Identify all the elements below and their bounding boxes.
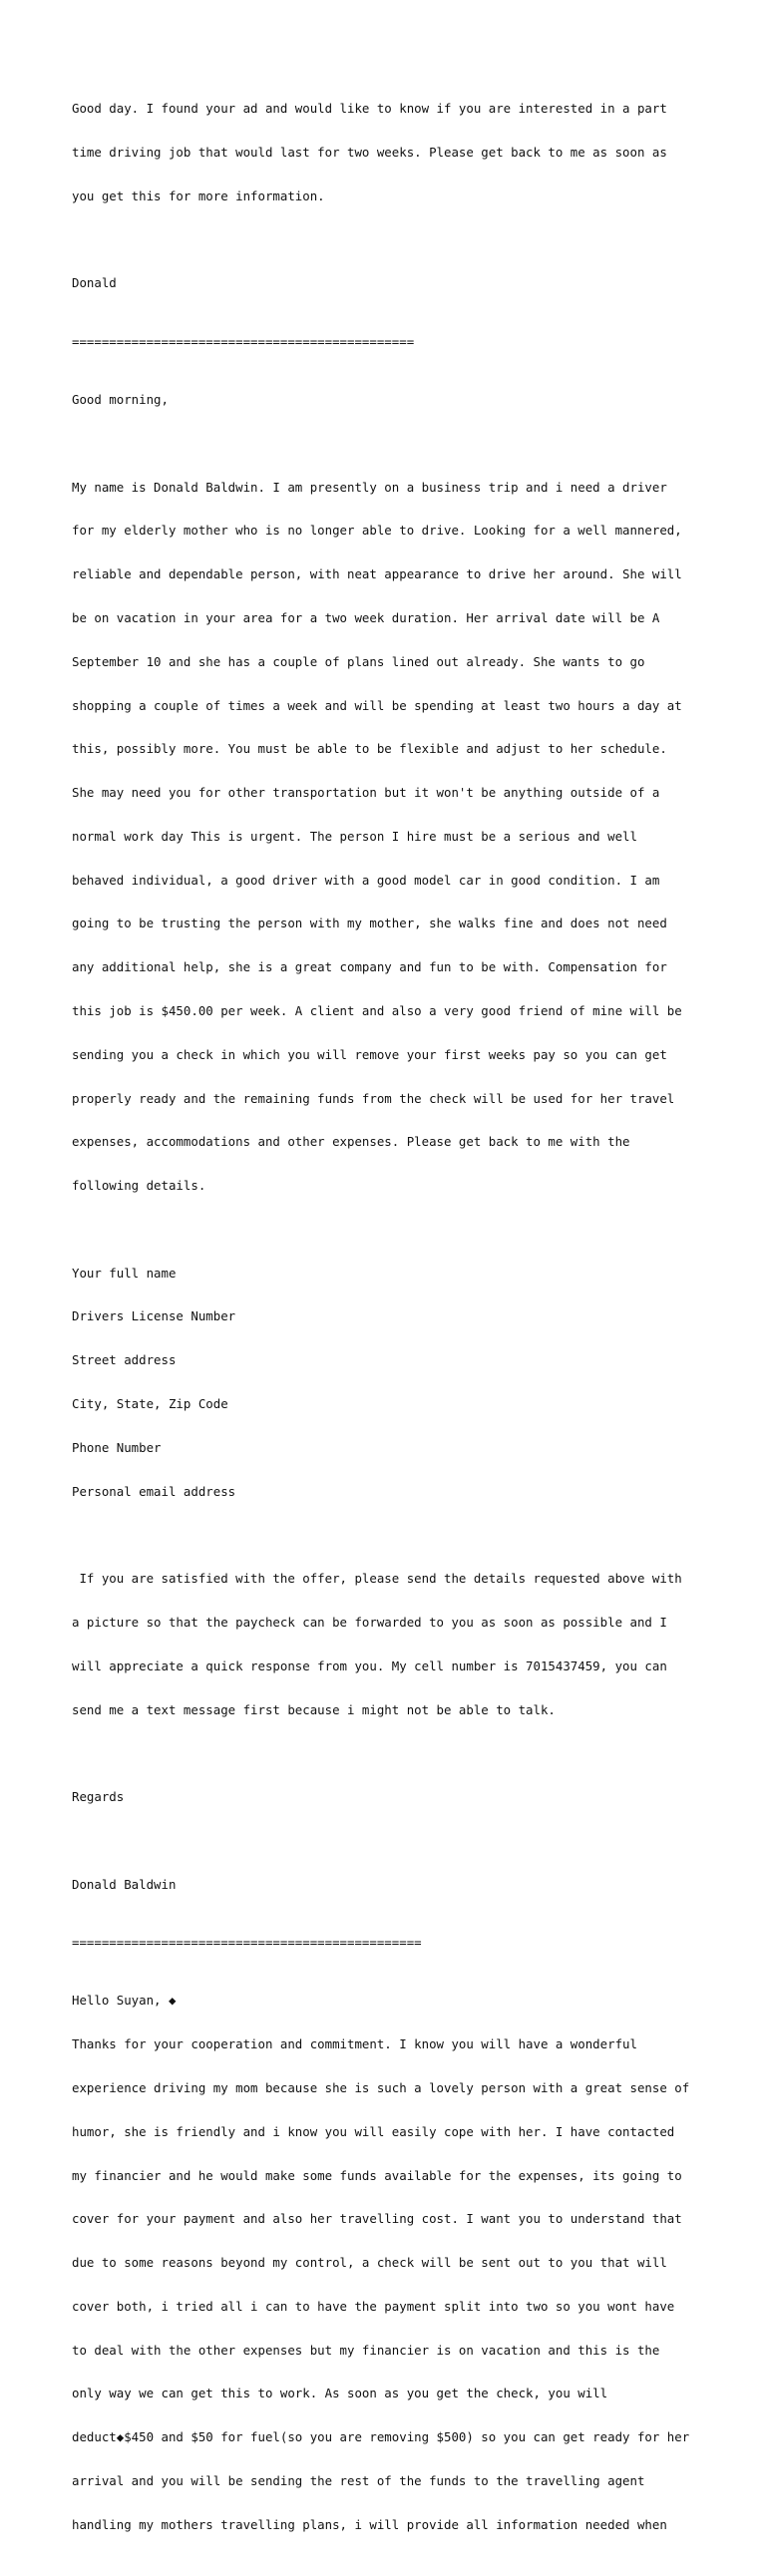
- message-2-body: [72, 451, 730, 1222]
- text-line: a picture so that the paycheck can be forwarded to you as soon as possible and I: [72, 1614, 667, 1630]
- text-line: normal work day This is urgent. The person I hire must be a serious and well: [72, 828, 637, 844]
- text-line: sending you a check in which you will remove your first weeks pay so you can get: [72, 1046, 667, 1062]
- signature-text: Donald: [72, 275, 117, 291]
- text-line: any additional help, she is a great company and fun to be with. Compensation for: [72, 959, 667, 975]
- email-document: [72, 73, 730, 2576]
- list-item: Phone Number: [72, 1439, 162, 1455]
- separator-line: ===============================================: [72, 1935, 422, 1950]
- greeting-text: Good morning,: [72, 392, 169, 408]
- message-2-regards: [72, 1761, 730, 1834]
- text-line: will appreciate a quick response from you. My cell number is 7015437459, you can: [72, 1657, 667, 1673]
- message-2-greeting: [72, 364, 730, 437]
- text-line: shopping a couple of times a week and will be spending at least two hours a day at: [72, 697, 682, 713]
- text-line: due to some reasons beyond my control, a check will be sent out to you that will: [72, 2255, 667, 2271]
- list-item: Your full name: [72, 1265, 177, 1281]
- text-line: send me a text message first because i might not be able to talk.: [72, 1701, 556, 1717]
- text-line: My name is Donald Baldwin. I am presently on a business trip and i need a driver: [72, 479, 667, 495]
- list-item: City, State, Zip Code: [72, 1396, 228, 1412]
- text-line: reliable and dependable person, with neat appearance to drive her around. She will: [72, 566, 682, 582]
- text-line: this job is $450.00 per week. A client and also a very good friend of mine will be: [72, 1003, 682, 1018]
- text-line: be on vacation in your area for a two week duration. Her arrival date will be A: [72, 609, 660, 625]
- message-3-body: [72, 1965, 730, 2561]
- text-line: behaved individual, a good driver with a good model car in good condition. I am: [72, 872, 660, 888]
- message-2-closing: [72, 1543, 730, 1746]
- text-line: If you are satisfied with the offer, please send the details requested above with: [72, 1571, 682, 1587]
- list-item: Street address: [72, 1352, 177, 1368]
- message-2-signature: [72, 1848, 730, 1921]
- text-line: cover both, i tried all i can to have the payment split into two so you wont have: [72, 2298, 675, 2314]
- details-list: [72, 1238, 730, 1529]
- text-line: deduct◆$450 and $50 for fuel(so you are removing $500) so you can get ready for her: [72, 2429, 690, 2445]
- message-1-body: [72, 73, 730, 233]
- message-1-signature: [72, 247, 730, 320]
- text-line: going to be trusting the person with my mother, she walks fine and does not need: [72, 916, 667, 931]
- text-line: following details.: [72, 1178, 206, 1194]
- text-line: She may need you for other transportation but it won't be anything outside of a: [72, 785, 660, 801]
- text-line: properly ready and the remaining funds from the check will be used for her travel: [72, 1090, 675, 1106]
- text-line: you get this for more information.: [72, 187, 325, 203]
- text-line: humor, she is friendly and i know you will easily cope with her. I have contacted: [72, 2123, 675, 2139]
- text-line: cover for your payment and also her travelling cost. I want you to understand that: [72, 2211, 682, 2227]
- text-line: only way we can get this to work. As soon as you get the check, you will: [72, 2386, 608, 2401]
- greeting-text: Hello Suyan, ◆: [72, 1993, 177, 2009]
- list-item: Personal email address: [72, 1483, 236, 1499]
- text-line: Good day. I found your ad and would like to know if you are interested in a part: [72, 101, 667, 117]
- text-line: Thanks for your cooperation and commitment. I know you will have a wonderful: [72, 2036, 637, 2052]
- separator-line: ==============================================: [72, 333, 415, 349]
- regards-text: Regards: [72, 1789, 125, 1805]
- text-line: time driving job that would last for two weeks. Please get back to me as soon as: [72, 144, 667, 160]
- text-line: my financier and he would make some funds available for the expenses, its going to: [72, 2167, 682, 2183]
- signature-text: Donald Baldwin: [72, 1876, 177, 1892]
- text-line: this, possibly more. You must be able to be flexible and adjust to her schedule.: [72, 741, 667, 757]
- text-line: expenses, accommodations and other expenses. Please get back to me with the: [72, 1134, 630, 1150]
- text-line: September 10 and she has a couple of plans lined out already. She wants to go: [72, 653, 645, 669]
- text-line: arrival and you will be sending the rest of the funds to the travelling agent: [72, 2472, 645, 2488]
- text-line: experience driving my mom because she is such a lovely person with a great sense of: [72, 2079, 690, 2095]
- list-item: Drivers License Number: [72, 1308, 236, 1324]
- text-line: handling my mothers travelling plans, i will provide all information needed when: [72, 2516, 667, 2532]
- text-line: to deal with the other expenses but my financier is on vacation and this is the: [72, 2342, 660, 2358]
- text-line: for my elderly mother who is no longer able to drive. Looking for a well mannered,: [72, 523, 682, 539]
